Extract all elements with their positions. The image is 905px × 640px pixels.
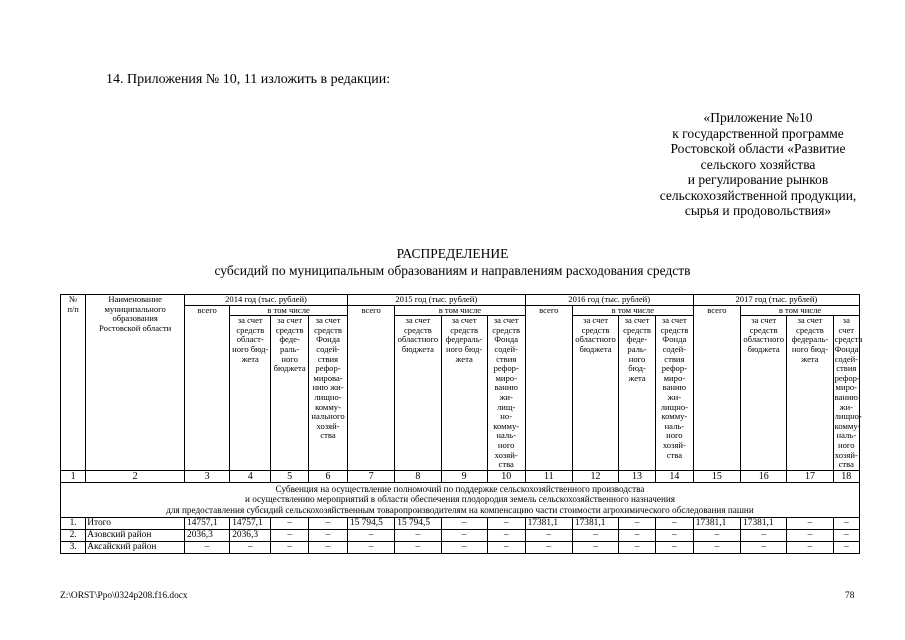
row-number: 1. bbox=[61, 517, 86, 529]
row-value: – bbox=[395, 529, 441, 541]
appendix-header bbox=[628, 110, 888, 219]
row-value: 2036,3 bbox=[230, 529, 271, 541]
col-header-funding-source: за счет средств Фонда содей- ствия рефор- миро- ванию жи- лищно- комму- наль- ного хозяй- ства bbox=[834, 315, 863, 470]
column-number-cell: 7 bbox=[347, 470, 394, 482]
col-header-total: всего bbox=[347, 305, 394, 470]
table-row bbox=[61, 529, 860, 541]
row-value: – bbox=[487, 529, 525, 541]
row-value: – bbox=[619, 517, 656, 529]
column-number-cell: 5 bbox=[271, 470, 309, 482]
col-header-year: 2016 год (тыс. рублей) bbox=[525, 295, 693, 306]
row-value: – bbox=[487, 517, 525, 529]
row-value: – bbox=[741, 541, 787, 553]
row-value: 15 794,5 bbox=[395, 517, 441, 529]
column-number-cell: 13 bbox=[619, 470, 656, 482]
subsidy-table bbox=[60, 294, 863, 554]
table-row bbox=[61, 541, 860, 553]
row-value: – bbox=[787, 529, 833, 541]
row-value: – bbox=[185, 541, 230, 553]
col-header-number: № п/п bbox=[61, 295, 86, 471]
row-number: 2. bbox=[61, 529, 86, 541]
row-value: – bbox=[347, 529, 394, 541]
col-header-funding-source: за счет средств Фонда содей- ствия рефор- миро- ванию жи- лищ- но- комму- наль- ного хозяй- ства bbox=[487, 316, 525, 471]
row-value: – bbox=[525, 541, 572, 553]
appendix-line: сельского хозяйства bbox=[700, 156, 816, 172]
row-value: – bbox=[441, 541, 487, 553]
row-value: – bbox=[487, 541, 525, 553]
row-value: – bbox=[741, 529, 787, 541]
row-municipality: Итого bbox=[86, 517, 185, 529]
row-value: – bbox=[309, 517, 348, 529]
col-header-funding-source: за счет средств Фонда содей- ствия рефор- мирова- нию жи- лищно- комму- нального хозяй- ства bbox=[309, 316, 348, 471]
row-value: 17381,1 bbox=[693, 517, 740, 529]
column-number-cell: 6 bbox=[309, 470, 348, 482]
appendix-line: «Приложение №10 bbox=[703, 110, 813, 125]
column-number-cell: 3 bbox=[185, 470, 230, 482]
col-header-funding-source: за счет средств федераль- ного бюд- жета bbox=[787, 316, 833, 471]
row-value: – bbox=[787, 541, 833, 553]
col-header-funding-source: за счет средств феде- раль- ного бюджета bbox=[271, 316, 309, 471]
col-header-total: всего bbox=[693, 305, 740, 470]
col-header-total: всего bbox=[185, 305, 230, 470]
row-value: – bbox=[309, 529, 348, 541]
appendix-line: сельскохозяйственной продукции, bbox=[659, 187, 857, 203]
column-number-cell: 18 bbox=[833, 470, 859, 482]
row-value: 14757,1 bbox=[185, 517, 230, 529]
row-value: – bbox=[619, 541, 656, 553]
row-value: – bbox=[441, 529, 487, 541]
row-value: – bbox=[441, 517, 487, 529]
col-header-funding-source: за счет средств федераль- ного бюд- жета bbox=[441, 316, 487, 471]
column-number-cell: 2 bbox=[86, 470, 185, 482]
row-value: – bbox=[655, 517, 693, 529]
section-title: Субвенция на осуществление полномочий по поддержке сельскохозяйственного производства и осуществлению мероприятий в области обеспечения плодородия земель сельскохозяйственного назначения для предоставления субсидий сельскохозяйственным товаропроизводителям на компенсацию части стоимости агрохимического обследования пашни bbox=[61, 482, 860, 517]
col-header-funding-source: за счет средств областного бюджета bbox=[572, 316, 618, 471]
column-number-cell: 1 bbox=[61, 470, 86, 482]
row-value: – bbox=[833, 541, 859, 553]
appendix-line: сырья и продовольствия» bbox=[684, 203, 832, 218]
column-number-cell: 9 bbox=[441, 470, 487, 482]
row-value: – bbox=[271, 541, 309, 553]
row-value: – bbox=[230, 541, 271, 553]
row-value: 17381,1 bbox=[741, 517, 787, 529]
column-number-cell: 8 bbox=[395, 470, 441, 482]
col-header-year: 2014 год (тыс. рублей) bbox=[185, 295, 348, 306]
row-value: – bbox=[572, 541, 618, 553]
row-value: 2036,3 bbox=[185, 529, 230, 541]
column-number-cell: 10 bbox=[487, 470, 525, 482]
row-value: – bbox=[833, 517, 859, 529]
col-header-including: в том числе bbox=[741, 305, 860, 316]
row-value: – bbox=[395, 541, 441, 553]
row-value: – bbox=[271, 529, 309, 541]
column-number-cell: 12 bbox=[572, 470, 618, 482]
row-value: 17381,1 bbox=[525, 517, 572, 529]
column-number-cell: 15 bbox=[693, 470, 740, 482]
col-header-funding-source: за счет средств област- ного бюд- жета bbox=[230, 316, 271, 471]
row-number: 3. bbox=[61, 541, 86, 553]
document-subtitle: субсидий по муниципальным образованиям и направлениям расходования средств bbox=[214, 263, 691, 278]
col-header-total: всего bbox=[525, 305, 572, 470]
row-value: – bbox=[347, 541, 394, 553]
col-header-funding-source: за счет средств феде- раль- ного бюд- жета bbox=[619, 316, 656, 471]
intro-text: 14. Приложения № 10, 11 изложить в редакции: bbox=[106, 72, 391, 87]
row-value: – bbox=[619, 529, 656, 541]
col-header-including: в том числе bbox=[572, 305, 693, 316]
document-title: РАСПРЕДЕЛЕНИЕ bbox=[396, 246, 509, 261]
footer-file-path: Z:\ORST\Ppo\0324p208.f16.docx bbox=[60, 591, 188, 601]
col-header-including: в том числе bbox=[230, 305, 348, 316]
col-header-including: в том числе bbox=[395, 305, 525, 316]
col-header-funding-source: за счет средств областного бюджета bbox=[395, 316, 441, 471]
appendix-line: Ростовской области «Развитие bbox=[670, 141, 846, 156]
row-value: – bbox=[271, 517, 309, 529]
row-value: – bbox=[693, 529, 740, 541]
row-value: – bbox=[525, 529, 572, 541]
row-municipality: Азовский район bbox=[86, 529, 185, 541]
column-number-cell: 17 bbox=[787, 470, 833, 482]
col-header-year: 2017 год (тыс. рублей) bbox=[693, 295, 859, 306]
column-number-cell: 14 bbox=[655, 470, 693, 482]
table-row bbox=[61, 517, 860, 529]
row-value: – bbox=[787, 517, 833, 529]
row-value: 15 794,5 bbox=[347, 517, 394, 529]
row-value: – bbox=[655, 541, 693, 553]
row-value: – bbox=[572, 529, 618, 541]
column-number-cell: 4 bbox=[230, 470, 271, 482]
row-value: 17381,1 bbox=[572, 517, 618, 529]
row-value: – bbox=[655, 529, 693, 541]
row-municipality: Аксайский район bbox=[86, 541, 185, 553]
footer-page-number: 78 bbox=[845, 591, 855, 601]
appendix-line: к государственной программе bbox=[672, 125, 844, 141]
col-header-funding-source: за счет средств областного бюджета bbox=[741, 316, 787, 471]
column-number-cell: 11 bbox=[525, 470, 572, 482]
column-number-cell: 16 bbox=[741, 470, 787, 482]
col-header-year: 2015 год (тыс. рублей) bbox=[347, 295, 525, 306]
appendix-line: и регулирование рынков bbox=[687, 172, 829, 187]
col-header-municipality: Наименование муниципального образования Ростовской области bbox=[86, 295, 185, 471]
col-header-funding-source: за счет средств Фонда содей- ствия рефор- миро- ванию жи- лищно- комму- наль- ного хозяй- ства bbox=[655, 316, 693, 471]
row-value: – bbox=[309, 541, 348, 553]
row-value: – bbox=[833, 529, 859, 541]
row-value: 14757,1 bbox=[230, 517, 271, 529]
row-value: – bbox=[693, 541, 740, 553]
